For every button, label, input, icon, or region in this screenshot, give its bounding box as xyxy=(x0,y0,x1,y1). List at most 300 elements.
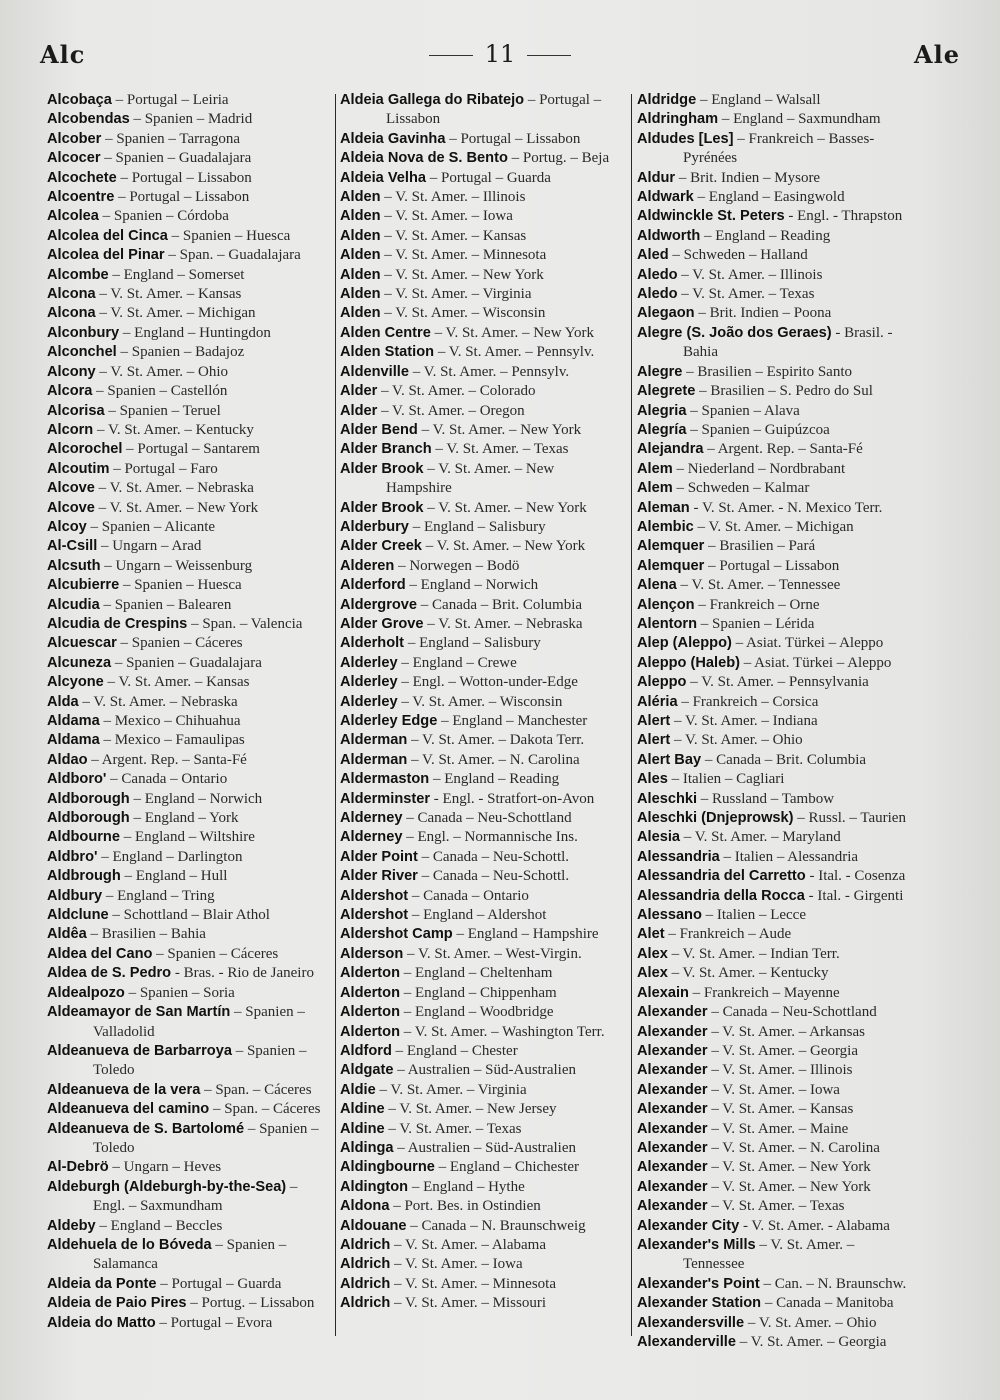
gazetteer-entry xyxy=(47,169,329,188)
entry-location: – V. St. Amer. – Wisconsin xyxy=(397,693,563,710)
gazetteer-entry xyxy=(637,227,919,246)
entry-location: – V. St. Amer. – Virginia xyxy=(375,1081,527,1098)
gazetteer-entry xyxy=(47,1217,329,1236)
entry-headword: Alden xyxy=(340,305,381,322)
gazetteer-entry xyxy=(340,712,622,731)
entry-headword: Alexander's Mills xyxy=(637,1236,756,1253)
entry-location: – V. St. Amer. – Missouri xyxy=(390,1295,547,1312)
entry-headword: Alderley Edge xyxy=(340,713,438,729)
entry-headword: Alexander xyxy=(637,1178,708,1195)
entry-headword: Alderney xyxy=(340,829,403,846)
entry-headword: Aldwark xyxy=(637,189,694,206)
gazetteer-entry xyxy=(47,615,329,634)
entry-location: – V. St. Amer. – Ohio xyxy=(95,363,229,380)
entry-headword: Alden xyxy=(340,266,381,283)
gazetteer-entry xyxy=(340,654,622,673)
entry-location: – England – Norwich xyxy=(405,577,539,594)
entry-location: – Portugal – Lissabon xyxy=(704,557,840,574)
entry-headword: Alet xyxy=(637,926,665,943)
gazetteer-entry xyxy=(47,343,329,362)
entry-headword: Aldwinckle St. Peters xyxy=(637,208,785,225)
entry-location: – Frankreich – Basses-Pyrénées xyxy=(683,130,875,167)
entry-headword: Alden Centre xyxy=(340,324,431,341)
entry-headword: Alegrete xyxy=(637,383,696,400)
gazetteer-entry xyxy=(637,1236,919,1275)
entry-headword: Alderman xyxy=(340,751,408,768)
entry-headword: Alexander xyxy=(637,1101,708,1118)
entry-location: – Brasilien – Espirito Santo xyxy=(682,363,852,380)
entry-headword: Alconchel xyxy=(47,344,117,361)
entry-headword: Aleschki (Dnjeprowsk) xyxy=(637,810,794,827)
gazetteer-entry xyxy=(637,402,919,421)
entry-location: – Spanien – Salamanca xyxy=(93,1236,287,1273)
gazetteer-entry xyxy=(340,421,622,440)
gazetteer-entry xyxy=(47,576,329,595)
entry-location: – England – Chippenham xyxy=(400,984,557,1001)
entry-headword: Aldea de S. Pedro xyxy=(47,965,172,982)
gazetteer-entry xyxy=(340,984,622,1003)
gazetteer-entry xyxy=(340,363,622,382)
entry-location: – V. St. Amer. – Arkansas xyxy=(707,1023,865,1040)
gazetteer-entry xyxy=(637,1178,919,1197)
entry-location: – England – York xyxy=(129,810,239,827)
entry-location: – Portugal – Santarem xyxy=(122,441,260,458)
gazetteer-entry xyxy=(340,1120,622,1139)
entry-location: – Portugal – Evora xyxy=(155,1314,273,1331)
gazetteer-entry xyxy=(637,460,919,479)
entry-location: – England – Tring xyxy=(102,887,215,904)
entry-location: – England – Hull xyxy=(120,868,228,885)
gazetteer-entry xyxy=(637,91,919,110)
gazetteer-entry xyxy=(340,1197,622,1216)
entry-location: – V. St. Amer. – Iowa xyxy=(390,1256,523,1273)
entry-headword: Alcobaça xyxy=(47,92,112,108)
entry-location: – V. St. Amer. – Kentucky xyxy=(667,965,829,982)
entry-headword: Alemquer xyxy=(637,557,705,574)
entry-headword: Alcuescar xyxy=(47,635,117,652)
entry-location: – V. St. Amer. – New Jersey xyxy=(384,1101,557,1118)
gazetteer-entry xyxy=(637,557,919,576)
gazetteer-entry xyxy=(637,1003,919,1022)
gazetteer-entry xyxy=(637,848,919,867)
entry-headword: Aldeia da Ponte xyxy=(47,1275,157,1292)
entry-location: – Spanien – Alicante xyxy=(86,518,216,535)
entry-location: – V. St. Amer. – New York xyxy=(94,499,259,516)
gazetteer-entry xyxy=(340,518,622,537)
entry-headword: Alder xyxy=(340,383,378,400)
entry-headword: Alegaon xyxy=(637,305,695,322)
entry-headword: Alderen xyxy=(340,557,395,574)
gazetteer-entry xyxy=(637,1081,919,1100)
entry-location: – V. St. Amer. – Texas xyxy=(431,441,569,458)
entry-location: – V. St. Amer. – Virginia xyxy=(380,286,532,303)
entry-location: – V. St. Amer. – New York xyxy=(421,538,586,555)
entry-location: – Portug. – Beja xyxy=(507,150,610,167)
entry-headword: Alcombe xyxy=(47,266,109,283)
gazetteer-entry xyxy=(637,1120,919,1139)
entry-location: – Portugal – Guarda xyxy=(156,1275,282,1292)
gazetteer-entry xyxy=(637,828,919,847)
gazetteer-entry xyxy=(47,887,329,906)
entry-headword: Alderton xyxy=(340,965,400,982)
entry-headword: Alexander xyxy=(637,1198,708,1215)
gazetteer-entry xyxy=(47,1003,329,1042)
entry-location: – V. St. Amer. – Tennessee xyxy=(676,577,841,594)
entry-location: – Span. – Cáceres xyxy=(200,1081,312,1098)
gazetteer-entry xyxy=(340,925,622,944)
gazetteer-entry xyxy=(637,964,919,983)
column-1 xyxy=(47,91,329,1333)
entry-headword: Alcocer xyxy=(47,150,101,167)
gazetteer-entry xyxy=(47,363,329,382)
gazetteer-entry xyxy=(637,1314,919,1333)
entry-headword: Alder Point xyxy=(340,848,418,865)
entry-location: - Ital. - Cosenza xyxy=(805,868,906,885)
entry-headword: Alegría xyxy=(637,421,687,438)
page-number: 11 xyxy=(484,40,516,68)
entry-headword: Aldeanueva de S. Bartolomé xyxy=(47,1120,245,1137)
entry-location: – Asiat. Türkei – Aleppo xyxy=(731,635,884,652)
entry-location: – England – Salisbury xyxy=(408,518,546,535)
entry-location: – Australien – Süd-Australien xyxy=(393,1062,576,1079)
entry-location: – V. St. Amer. – Ohio xyxy=(670,732,803,749)
entry-location: – Engl. – Wotton-under-Edge xyxy=(397,674,578,691)
entry-headword: Alena xyxy=(637,577,677,594)
entry-headword: Aldeby xyxy=(47,1217,96,1234)
gazetteer-entry xyxy=(47,421,329,440)
entry-headword: Aledo xyxy=(637,266,678,283)
gazetteer-entry xyxy=(340,1255,622,1274)
gazetteer-entry xyxy=(340,848,622,867)
entry-headword: Aldrich xyxy=(340,1236,391,1253)
entry-location: – England – Somerset xyxy=(108,266,245,283)
gazetteer-entry xyxy=(47,1100,329,1119)
entry-location: – England – Chester xyxy=(391,1042,518,1059)
entry-location: – V. St. Amer. – Nebraska xyxy=(94,480,254,497)
gazetteer-entry xyxy=(340,324,622,343)
entry-location: – England – Cheltenham xyxy=(400,965,553,982)
entry-location: – England – Woodbridge xyxy=(400,1004,554,1021)
gazetteer-entry xyxy=(637,1061,919,1080)
gazetteer-entry xyxy=(47,848,329,867)
gazetteer-entry xyxy=(637,984,919,1003)
gazetteer-entry xyxy=(340,673,622,692)
entry-headword: Alderson xyxy=(340,945,404,962)
entry-headword: Alderley xyxy=(340,674,398,691)
gazetteer-entry xyxy=(637,246,919,265)
entry-headword: Alder Branch xyxy=(340,441,432,458)
entry-location: – Schweden – Kalmar xyxy=(672,480,810,497)
header-right-keyword: Ale xyxy=(913,40,960,69)
entry-headword: Alden xyxy=(340,247,381,264)
gazetteer-entry xyxy=(47,1294,329,1313)
column-divider-2 xyxy=(631,94,632,1336)
entry-location: – Asiat. Türkei – Aleppo xyxy=(739,654,892,671)
entry-location: – Portugal – Lissabon xyxy=(116,169,252,186)
entry-headword: Aléria xyxy=(637,693,678,710)
header-left-keyword: Alc xyxy=(40,40,86,69)
gazetteer-entry xyxy=(340,596,622,615)
entry-location: – V. St. Amer. – Ohio xyxy=(744,1314,877,1331)
entry-location: – Ungarn – Heves xyxy=(108,1159,222,1176)
entry-headword: Alcona xyxy=(47,305,96,322)
gazetteer-entry xyxy=(340,130,622,149)
gazetteer-entry xyxy=(47,304,329,323)
entry-headword: Alden Station xyxy=(340,344,435,361)
gazetteer-entry xyxy=(47,266,329,285)
gazetteer-entry xyxy=(47,790,329,809)
entry-headword: Alessano xyxy=(637,907,702,924)
entry-location: – V. St. Amer. – Kansas xyxy=(707,1101,854,1118)
entry-location: – Span. – Valencia xyxy=(187,615,303,632)
entry-location: – Brit. Indien – Poona xyxy=(694,305,832,322)
gazetteer-entry xyxy=(47,518,329,537)
entry-headword: Aldergrove xyxy=(340,596,418,613)
gazetteer-entry xyxy=(47,984,329,1003)
entry-location: – England – Crewe xyxy=(397,654,517,671)
entry-location: – V. St. Amer. – Illinois xyxy=(380,189,526,206)
gazetteer-entry xyxy=(47,110,329,129)
gazetteer-entry xyxy=(340,770,622,789)
entry-location: – V. St. Amer. – Texas xyxy=(677,286,815,303)
entry-location: – Spanien – Toledo xyxy=(93,1120,319,1156)
entry-location: – Portugal – Leiria xyxy=(111,92,229,108)
gazetteer-entry xyxy=(637,731,919,750)
entry-location: – Spanien – Guadalajara xyxy=(100,150,252,167)
entry-headword: Alcoy xyxy=(47,518,87,535)
entry-headword: Ales xyxy=(637,771,668,788)
entry-headword: Alcobendas xyxy=(47,111,130,128)
entry-headword: Alcorisa xyxy=(47,402,105,419)
entry-headword: Alder Grove xyxy=(340,615,424,632)
entry-headword: Alembic xyxy=(637,518,694,535)
entry-headword: Al-Debrö xyxy=(47,1159,109,1176)
entry-location: – V. St. Amer. – West-Virgin. xyxy=(403,945,582,962)
gazetteer-entry xyxy=(637,596,919,615)
entry-location: – Brit. Indien – Mysore xyxy=(675,169,821,186)
entry-headword: Aldur xyxy=(637,169,676,186)
entry-location: – V. St. Amer. – New York xyxy=(417,421,582,438)
gazetteer-entry xyxy=(47,382,329,401)
entry-headword: Aldine xyxy=(340,1101,385,1118)
entry-headword: Alderney xyxy=(340,810,403,827)
entry-location: – V. St. Amer. – Kansas xyxy=(103,674,250,691)
gazetteer-entry xyxy=(47,1275,329,1294)
entry-headword: Alcubierre xyxy=(47,577,120,594)
header-rule-left xyxy=(429,55,473,56)
gazetteer-entry xyxy=(47,130,329,149)
column-3 xyxy=(637,91,919,1352)
entry-headword: Alden xyxy=(340,227,381,244)
entry-headword: Alderton xyxy=(340,1023,400,1040)
entry-location: – V. St. Amer. – Kansas xyxy=(95,286,242,303)
entry-headword: Alcolea del Pinar xyxy=(47,247,165,264)
entry-location: – Spanien – Cáceres xyxy=(152,945,279,962)
entry-headword: Alegre xyxy=(637,363,683,380)
entry-headword: Alcove xyxy=(47,480,95,497)
entry-headword: Aleschki xyxy=(637,790,698,807)
entry-location: – Spanien – Balearen xyxy=(99,596,232,613)
gazetteer-entry xyxy=(340,945,622,964)
entry-location: – V. St. Amer. – New York xyxy=(430,324,595,341)
entry-location: – Canada – Neu-Schottl. xyxy=(417,868,570,885)
gazetteer-entry xyxy=(637,1197,919,1216)
entry-headword: Alcudia de Crespins xyxy=(47,615,188,632)
gazetteer-entry xyxy=(637,1217,919,1236)
entry-headword: Aleppo xyxy=(637,674,687,691)
entry-headword: Alep (Aleppo) xyxy=(637,635,732,652)
gazetteer-entry xyxy=(637,576,919,595)
gazetteer-entry xyxy=(340,188,622,207)
header-rule-right xyxy=(527,55,571,56)
entry-headword: Aldine xyxy=(340,1120,385,1137)
entry-headword: Aldermaston xyxy=(340,771,430,788)
gazetteer-entry xyxy=(637,751,919,770)
entry-headword: Alcolea xyxy=(47,208,99,225)
entry-location: – Spanien – Madrid xyxy=(129,111,253,128)
gazetteer-entry xyxy=(637,285,919,304)
entry-location: – Norwegen – Bodö xyxy=(394,557,520,574)
entry-location: – V. St. Amer. – Indian Terr. xyxy=(667,945,840,962)
entry-headword: Alcorochel xyxy=(47,441,123,458)
gazetteer-entry xyxy=(637,712,919,731)
entry-headword: Alex xyxy=(637,945,668,962)
entry-headword: Alcudia xyxy=(47,596,100,613)
gazetteer-entry xyxy=(340,809,622,828)
entry-headword: Aldama xyxy=(47,732,100,749)
gazetteer-entry xyxy=(637,770,919,789)
entry-location: – V. St. Amer. – Minnesota xyxy=(380,247,547,264)
entry-location: - V. St. Amer. - N. Mexico Terr. xyxy=(689,499,883,516)
entry-headword: Alderholt xyxy=(340,635,405,652)
entry-headword: Al-Csill xyxy=(47,538,98,555)
gazetteer-entry xyxy=(340,634,622,653)
gazetteer-entry xyxy=(637,693,919,712)
gazetteer-entry xyxy=(47,693,329,712)
entry-headword: Aldboro' xyxy=(47,771,107,788)
entry-headword: Aldridge xyxy=(637,92,697,108)
entry-headword: Alder Brook xyxy=(340,499,424,516)
gazetteer-entry xyxy=(47,945,329,964)
entry-headword: Alesia xyxy=(637,829,680,846)
gazetteer-entry xyxy=(340,557,622,576)
gazetteer-entry xyxy=(637,518,919,537)
entry-location: – England – Beccles xyxy=(95,1217,223,1234)
gazetteer-entry xyxy=(47,149,329,168)
entry-location: – Ungarn – Arad xyxy=(97,538,202,555)
entry-location: – Mexico – Chihuahua xyxy=(99,713,241,729)
entry-location: – Italien – Cagliari xyxy=(667,771,785,788)
entry-location: – Portugal – Faro xyxy=(109,460,218,477)
entry-headword: Aldrich xyxy=(340,1256,391,1273)
entry-location: – V. St. Amer. – Illinois xyxy=(677,266,823,283)
gazetteer-entry xyxy=(637,673,919,692)
entry-location: – England – Walsall xyxy=(696,92,821,108)
gazetteer-entry xyxy=(47,731,329,750)
gazetteer-entry xyxy=(47,1120,329,1159)
entry-headword: Aldudes [Les] xyxy=(637,130,734,147)
entry-location: – Argent. Rep. – Santa-Fé xyxy=(703,441,863,458)
gazetteer-entry xyxy=(340,906,622,925)
entry-headword: Aldeamayor de San Martín xyxy=(47,1004,231,1021)
gazetteer-entry xyxy=(47,1081,329,1100)
entry-location: – V. St. Amer. – Tennessee xyxy=(683,1236,855,1273)
entry-headword: Aldea del Cano xyxy=(47,945,153,962)
entry-location: – V. St. Amer. – Kansas xyxy=(380,227,527,244)
entry-headword: Aldershot Camp xyxy=(340,926,453,943)
entry-headword: Alcsuth xyxy=(47,557,101,574)
gazetteer-entry xyxy=(47,499,329,518)
gazetteer-entry xyxy=(47,596,329,615)
entry-location: – England – Saxmundham xyxy=(718,111,881,128)
entry-headword: Aldêa xyxy=(47,926,87,943)
entry-headword: Alcyone xyxy=(47,674,104,691)
entry-headword: Aldao xyxy=(47,751,88,768)
entry-location: – Can. – N. Braunschw. xyxy=(759,1275,907,1292)
gazetteer-entry xyxy=(47,460,329,479)
entry-headword: Aleppo (Haleb) xyxy=(637,654,740,671)
gazetteer-entry xyxy=(637,1275,919,1294)
entry-location: – Spanien – Guipúzcoa xyxy=(686,421,830,438)
gazetteer-entry xyxy=(340,537,622,556)
entry-location: – V. St. Amer. – Iowa xyxy=(380,208,513,225)
gazetteer-entry xyxy=(340,1042,622,1061)
gazetteer-entry xyxy=(47,634,329,653)
entry-location: – Spanien – Alava xyxy=(686,402,800,419)
gazetteer-entry xyxy=(637,304,919,323)
entry-headword: Alderley xyxy=(340,693,398,710)
entry-headword: Alden xyxy=(340,189,381,206)
entry-location: – England – Chichester xyxy=(434,1159,579,1176)
column-divider-1 xyxy=(335,94,336,1336)
entry-location: – V. St. Amer. – Georgia xyxy=(707,1042,859,1059)
entry-headword: Aldeia Velha xyxy=(340,169,426,186)
entry-headword: Aldeia Gallega do Ribatejo xyxy=(340,92,525,108)
entry-location: – Portug. – Lissabon xyxy=(186,1295,315,1312)
entry-location: – V. St. Amer. – Kentucky xyxy=(93,421,254,438)
entry-headword: Alcove xyxy=(47,499,95,516)
gazetteer-entry xyxy=(340,576,622,595)
entry-headword: Aldouane xyxy=(340,1217,407,1234)
gazetteer-entry xyxy=(637,887,919,906)
entry-location: – Canada – Neu-Schottland xyxy=(402,810,572,827)
entry-headword: Alderbury xyxy=(340,518,409,535)
entry-headword: Alda xyxy=(47,693,79,710)
entry-headword: Aldenville xyxy=(340,363,409,380)
entry-headword: Alderton xyxy=(340,984,400,1001)
entry-location: – Canada – Manitoba xyxy=(761,1295,894,1312)
gazetteer-entry xyxy=(340,207,622,226)
gazetteer-entry xyxy=(637,479,919,498)
entry-headword: Aldbro' xyxy=(47,848,98,865)
entry-headword: Aldehuela de lo Bóveda xyxy=(47,1236,212,1253)
entry-headword: Alexain xyxy=(637,984,689,1001)
entry-headword: Alessandria xyxy=(637,848,720,865)
gazetteer-entry xyxy=(637,110,919,129)
gazetteer-entry xyxy=(637,440,919,459)
entry-location: – England – Hythe xyxy=(408,1178,525,1195)
gazetteer-entry xyxy=(340,828,622,847)
entry-headword: Alegre (S. João dos Geraes) xyxy=(637,324,832,341)
gazetteer-entry xyxy=(637,324,919,363)
entry-headword: Aldona xyxy=(340,1198,390,1215)
entry-location: – Spanien – Córdoba xyxy=(98,208,229,225)
entry-headword: Alexander City xyxy=(637,1217,740,1234)
entry-headword: Alexander xyxy=(637,1023,708,1040)
entry-location: – Spanien – Toledo xyxy=(93,1042,307,1079)
entry-location: – England – Huntingdon xyxy=(119,324,271,341)
gazetteer-entry xyxy=(340,1081,622,1100)
